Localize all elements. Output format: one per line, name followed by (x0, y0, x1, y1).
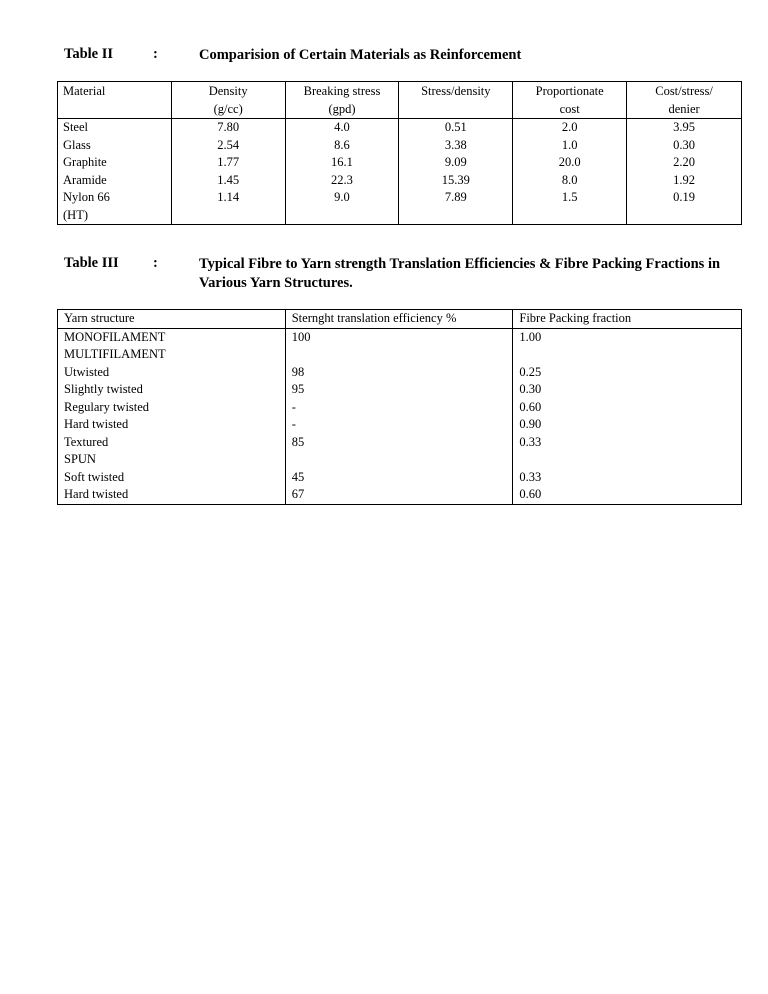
table-cell: 95 (285, 381, 513, 399)
table-row (58, 189, 742, 225)
table-2-header-text: Breaking stress (303, 84, 381, 98)
table-cell: 8.6 (285, 137, 399, 155)
table-cell: 7.80 (171, 119, 285, 137)
table-cell: 0.30 (627, 137, 742, 155)
material-name: Graphite (63, 155, 107, 169)
table-cell: Textured (58, 434, 286, 452)
table-row (58, 154, 742, 172)
table-cell: 98 (285, 364, 513, 382)
table-cell: 0.33 (513, 434, 742, 452)
table-2-title: Comparision of Certain Materials as Reinforcement (199, 47, 522, 63)
table-cell: Regulary twisted (58, 399, 286, 417)
table-cell: Soft twisted (58, 469, 286, 487)
table-3-label: Table III (64, 255, 119, 271)
table-cell (58, 154, 172, 172)
table-row (58, 399, 742, 417)
table-2-header-text: (g/cc) (213, 101, 243, 116)
table-2-label: Table II (64, 46, 114, 62)
table-cell: 20.0 (513, 154, 627, 172)
table-cell: - (285, 399, 513, 417)
table-cell: 1.0 (513, 137, 627, 155)
table-2-colon: : (153, 46, 158, 62)
table-cell: 2.54 (171, 137, 285, 155)
table-cell: MONOFILAMENT (58, 328, 286, 346)
table-cell: 67 (285, 486, 513, 504)
material-name: Nylon 66 (63, 190, 110, 204)
table-cell: 0.19 (627, 189, 742, 225)
table-2-header-text: Stress/density (421, 84, 491, 98)
material-name: (HT) (63, 207, 88, 222)
table-2-header-cell (627, 82, 742, 119)
table-3-header-cell: Fibre Packing fraction (513, 310, 742, 329)
table-cell: 0.60 (513, 399, 742, 417)
table-row (58, 328, 742, 346)
table-row (58, 346, 742, 364)
table-3-header-row (58, 310, 742, 329)
table-2-header-text: Cost/stress/ (655, 84, 713, 98)
table-cell (285, 451, 513, 469)
table-2-caption (64, 46, 764, 66)
table-cell: 0.51 (399, 119, 513, 137)
table-row (58, 451, 742, 469)
table-cell: 0.25 (513, 364, 742, 382)
table-row (58, 172, 742, 190)
table-cell: 1.45 (171, 172, 285, 190)
table-row (58, 381, 742, 399)
table-cell (285, 346, 513, 364)
table-2-header-text: Material (63, 84, 106, 98)
yarn-structure-table (57, 309, 742, 505)
table-cell: 1.14 (171, 189, 285, 225)
table-cell: 0.30 (513, 381, 742, 399)
table-row (58, 416, 742, 434)
table-cell: 2.20 (627, 154, 742, 172)
table-3-caption (64, 255, 764, 295)
table-2-header-cell (171, 82, 285, 119)
table-cell: 2.0 (513, 119, 627, 137)
table-cell: 16.1 (285, 154, 399, 172)
table-2-header-text: Proportionate (535, 84, 604, 98)
table-cell: 9.0 (285, 189, 399, 225)
table-cell: 3.38 (399, 137, 513, 155)
table-cell: 3.95 (627, 119, 742, 137)
table-2-header-text: (gpd) (328, 101, 356, 116)
table-cell: 85 (285, 434, 513, 452)
table-2-header-row (58, 82, 742, 119)
table-cell: MULTIFILAMENT (58, 346, 286, 364)
table-cell (58, 172, 172, 190)
table-row (58, 364, 742, 382)
table-cell: 1.5 (513, 189, 627, 225)
table-cell: 0.90 (513, 416, 742, 434)
table-row (58, 434, 742, 452)
table-cell: 100 (285, 328, 513, 346)
table-cell: SPUN (58, 451, 286, 469)
table-cell: Hard twisted (58, 486, 286, 504)
table-3-colon: : (153, 255, 158, 271)
table-cell: Slightly twisted (58, 381, 286, 399)
material-name: Steel (63, 120, 88, 134)
table-cell (513, 346, 742, 364)
table-cell: 4.0 (285, 119, 399, 137)
table-cell (513, 451, 742, 469)
table-cell: 1.77 (171, 154, 285, 172)
table-2-header-text: denier (668, 101, 700, 116)
table-cell (58, 119, 172, 137)
table-cell: 15.39 (399, 172, 513, 190)
table-cell: Utwisted (58, 364, 286, 382)
table-2-header-cell (513, 82, 627, 119)
table-row (58, 137, 742, 155)
table-row (58, 469, 742, 487)
table-2-header-text: cost (559, 101, 580, 116)
table-2-header-text: Density (208, 84, 248, 98)
table-row (58, 486, 742, 504)
table-cell: 7.89 (399, 189, 513, 225)
table-3-title: Typical Fibre to Yarn strength Translation Efficiencies & Fibre Packing Fractions in Various Yarn Structures. (199, 256, 721, 291)
table-cell (58, 189, 172, 225)
table-row (58, 119, 742, 137)
material-name: Aramide (63, 172, 107, 187)
material-name: Glass (63, 137, 91, 152)
table-cell: Hard twisted (58, 416, 286, 434)
table-2-header-cell (399, 82, 513, 119)
table-cell: 22.3 (285, 172, 399, 190)
table-cell: 1.92 (627, 172, 742, 190)
table-cell (58, 137, 172, 155)
table-2-header-cell (285, 82, 399, 119)
table-cell: 9.09 (399, 154, 513, 172)
table-cell: 1.00 (513, 328, 742, 346)
table-2-header-cell (58, 82, 172, 119)
table-cell: 45 (285, 469, 513, 487)
materials-comparison-table (57, 81, 742, 225)
table-cell: 0.33 (513, 469, 742, 487)
table-3-header-cell: Sternght translation efficiency % (285, 310, 513, 329)
table-cell: 0.60 (513, 486, 742, 504)
table-cell: - (285, 416, 513, 434)
table-cell: 8.0 (513, 172, 627, 190)
table-3-header-cell: Yarn structure (58, 310, 286, 329)
